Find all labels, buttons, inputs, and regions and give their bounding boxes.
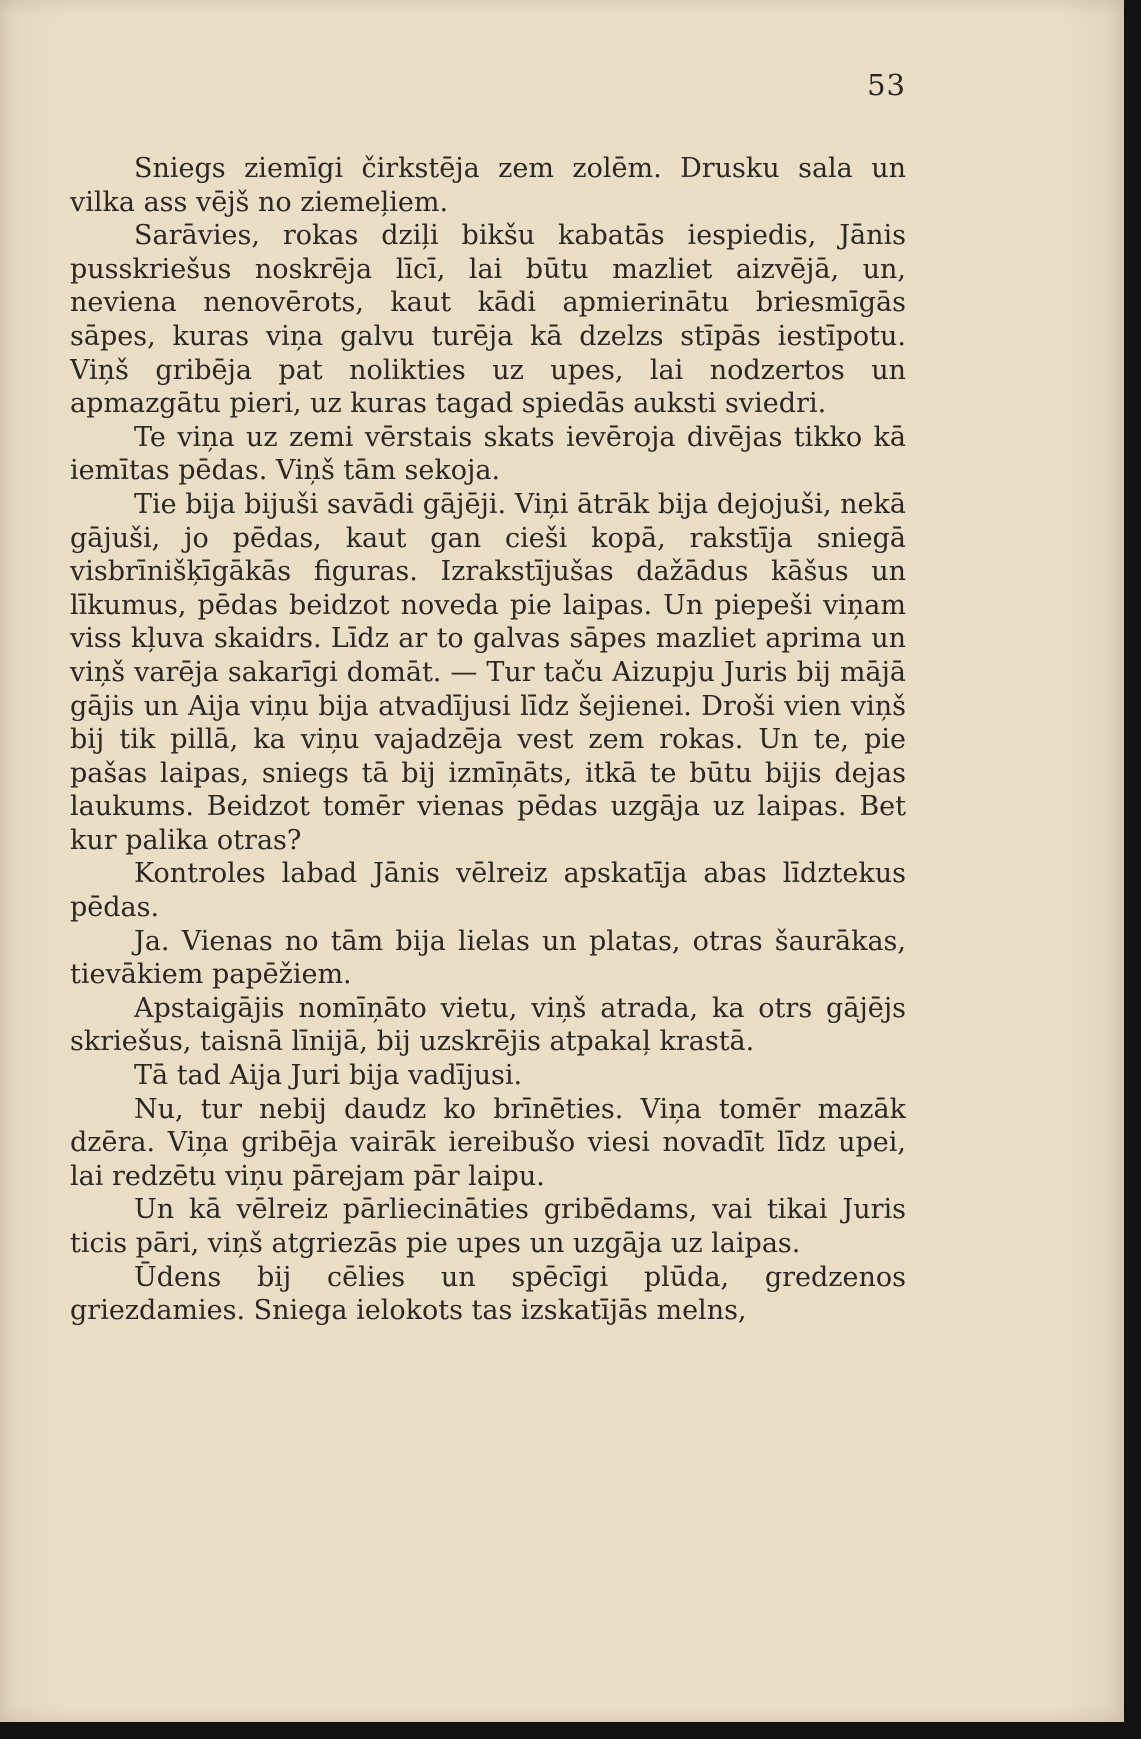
paragraph: Apstaigājis nomīņāto vietu, viņš atrada, ka otrs gājējs skriešus, taisnā līnijā, bij uzskrējis atpakaļ krastā. — [70, 992, 906, 1058]
paragraph: Nu, tur nebij daudz ko brīnēties. Viņa tomēr mazāk dzēra. Viņa gribēja vairāk iereibušo viesi novadīt līdz upei, lai redzētu viņu pārejam pār laipu. — [70, 1093, 906, 1192]
paragraph: Un kā vēlreiz pārliecināties gribēdams, vai tikai Juris ticis pāri, viņš atgriezās pie upes un uzgāja uz laipas. — [70, 1194, 906, 1259]
paragraph: Sniegs ziemīgi čirkstēja zem zolēm. Drusku sala un vilka ass vējš no ziemeļiem. — [70, 153, 906, 218]
scan-edge-bottom — [0, 1722, 1141, 1739]
paragraph: Ja. Vienas no tām bija lielas un platas, otras šaurākas, tievākiem papēžiem. — [70, 925, 906, 991]
body-text — [70, 152, 906, 1328]
paragraph: Kontroles labad Jānis vēlreiz apskatīja abas līdztekus pēdas. — [70, 858, 906, 924]
paragraph: Tā tad Aija Juri bija vadījusi. — [134, 1060, 523, 1092]
paragraph: Ūdens bij cēlies un spēcīgi plūda, gredzenos griezdamies. Sniega ielokots tas izskatījās melns, — [70, 1261, 906, 1327]
paragraph: Te viņa uz zemi vērstais skats ievēroja divējas tikko kā iemītas pēdas. Viņš tām sekoja. — [70, 421, 906, 487]
paragraph: Tie bija bijuši savādi gājēji. Viņi ātrāk bija dejojuši, nekā gājuši, jo pēdas, kaut gan cieši kopā, rakstīja sniegā visbrīnišķīgākās figuras. Izrakstījušas dažādus kāšus un līkumus, pēdas beidzot noveda pie laipas. Un piepeši viņam viss kļuva skaidrs. Līdz ar to galvas sāpes mazliet aprima un viņš varēja sakarīgi domāt. — Tur taču Aizupju Juris bij mājā gājis un Aija viņu bija atvadījusi līdz šejienei. Droši vien viņš bij tik pillā, ka viņu vajadzēja vest zem rokas. Un te, pie pašas laipas, sniegs tā bij izmīņāts, itkā te būtu bijis dejas laukums. Beidzot tomēr vienas pēdas uzgāja uz laipas. Bet kur palika otras? — [70, 488, 906, 856]
page-number: 53 — [867, 68, 906, 102]
paragraph: Sarāvies, rokas dziļi bikšu kabatās iespiedis, Jānis pusskriešus noskrēja līcī, lai būtu mazliet aizvējā, un, neviena nenovērots, kaut kādi apmierinātu briesmīgās sāpes, kuras viņa galvu turēja kā dzelzs stīpās iestīpotu. Viņš gribēja pat nolikties uz upes, lai nodzertos un apmazgātu pieri, uz kuras tagad spiedās auksti sviedri. — [70, 220, 906, 420]
scan-edge-right — [1124, 0, 1141, 1739]
